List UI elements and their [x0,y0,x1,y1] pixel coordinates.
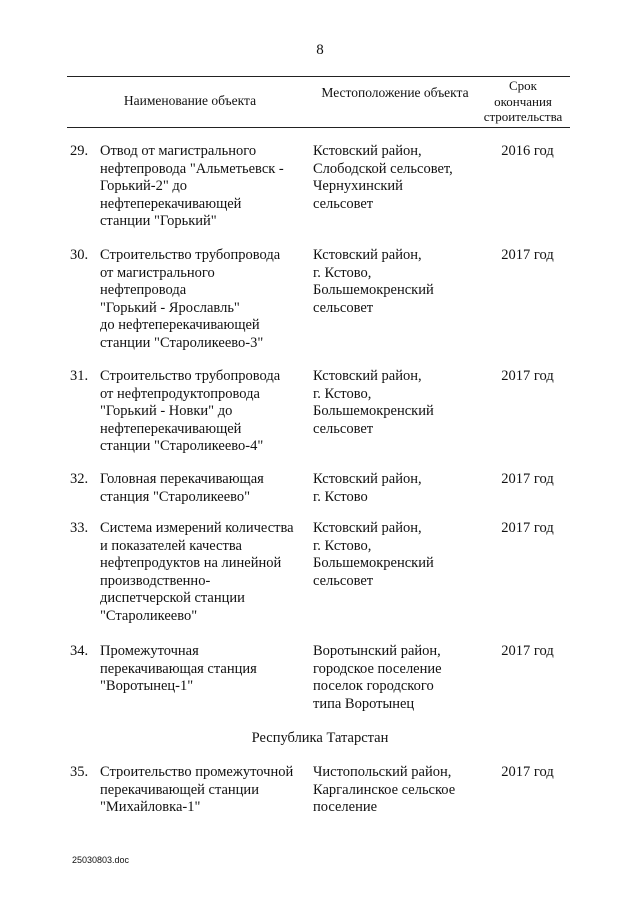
page-number: 8 [316,42,324,58]
section-title: Республика Татарстан [251,730,389,746]
row-number: 31. [70,368,89,384]
row-number: 35. [70,764,89,780]
row-number: 30. [70,247,89,263]
column-header-name: Наименование объекта [123,93,257,108]
object-location: Кстовский район, Слободской сельсовет, Чернухинский сельсовет [313,143,453,212]
column-header-term-line: Срок [509,78,537,93]
column-header-term-line: строительства [483,109,563,124]
table-top-rule [67,76,570,77]
object-name: Система измерений количества и показателей качества нефтепродуктов на линейной производственно- диспетчерской станции "Староликеево" [100,520,294,624]
object-name: Промежуточная перекачивающая станция "Воротынец-1" [100,643,257,695]
column-header-term [476,78,570,125]
row-number: 33. [70,520,89,536]
object-name: Отвод от магистрального нефтепровода "Альметьевск - Горький-2" до нефтеперекачивающей станции "Горький" [100,143,284,230]
completion-year: 2017 год [501,368,554,384]
column-header-term-line: окончания [494,93,552,109]
table-header-rule [67,127,570,128]
object-location: Чистопольский район, Каргалинское сельское поселение [313,764,456,816]
completion-year: 2016 год [501,143,554,159]
object-name: Строительство промежуточной перекачивающей станции "Михайловка-1" [100,764,294,816]
object-location: Кстовский район, г. Кстово, Большемокренский сельсовет [313,368,434,437]
object-location: Кстовский район, г. Кстово, Большемокренский сельсовет [313,247,434,316]
completion-year: 2017 год [501,643,554,659]
object-name: Строительство трубопровода от нефтепродуктопровода "Горький - Новки" до нефтеперекачивающей станции "Староликеево-4" [100,368,281,455]
completion-year: 2017 год [501,764,554,780]
row-number: 29. [70,143,89,159]
object-name: Строительство трубопровода от магистрального нефтепровода "Горький - Ярославль" до нефтеперекачивающей станции "Староликеево-3" [100,247,281,351]
completion-year: 2017 год [501,471,554,487]
column-header-location: Местоположение объекта [321,85,469,100]
row-number: 32. [70,471,89,487]
object-name: Головная перекачивающая станция "Староликеево" [100,471,264,505]
object-location: Кстовский район, г. Кстово, Большемокренский сельсовет [313,520,434,589]
object-location: Кстовский район, г. Кстово [313,471,422,505]
completion-year: 2017 год [501,247,554,263]
file-name-footer: 25030803.doc [72,855,130,865]
completion-year: 2017 год [501,520,554,536]
row-number: 34. [70,643,89,659]
object-location: Воротынский район, городское поселение поселок городского типа Воротынец [313,643,442,712]
